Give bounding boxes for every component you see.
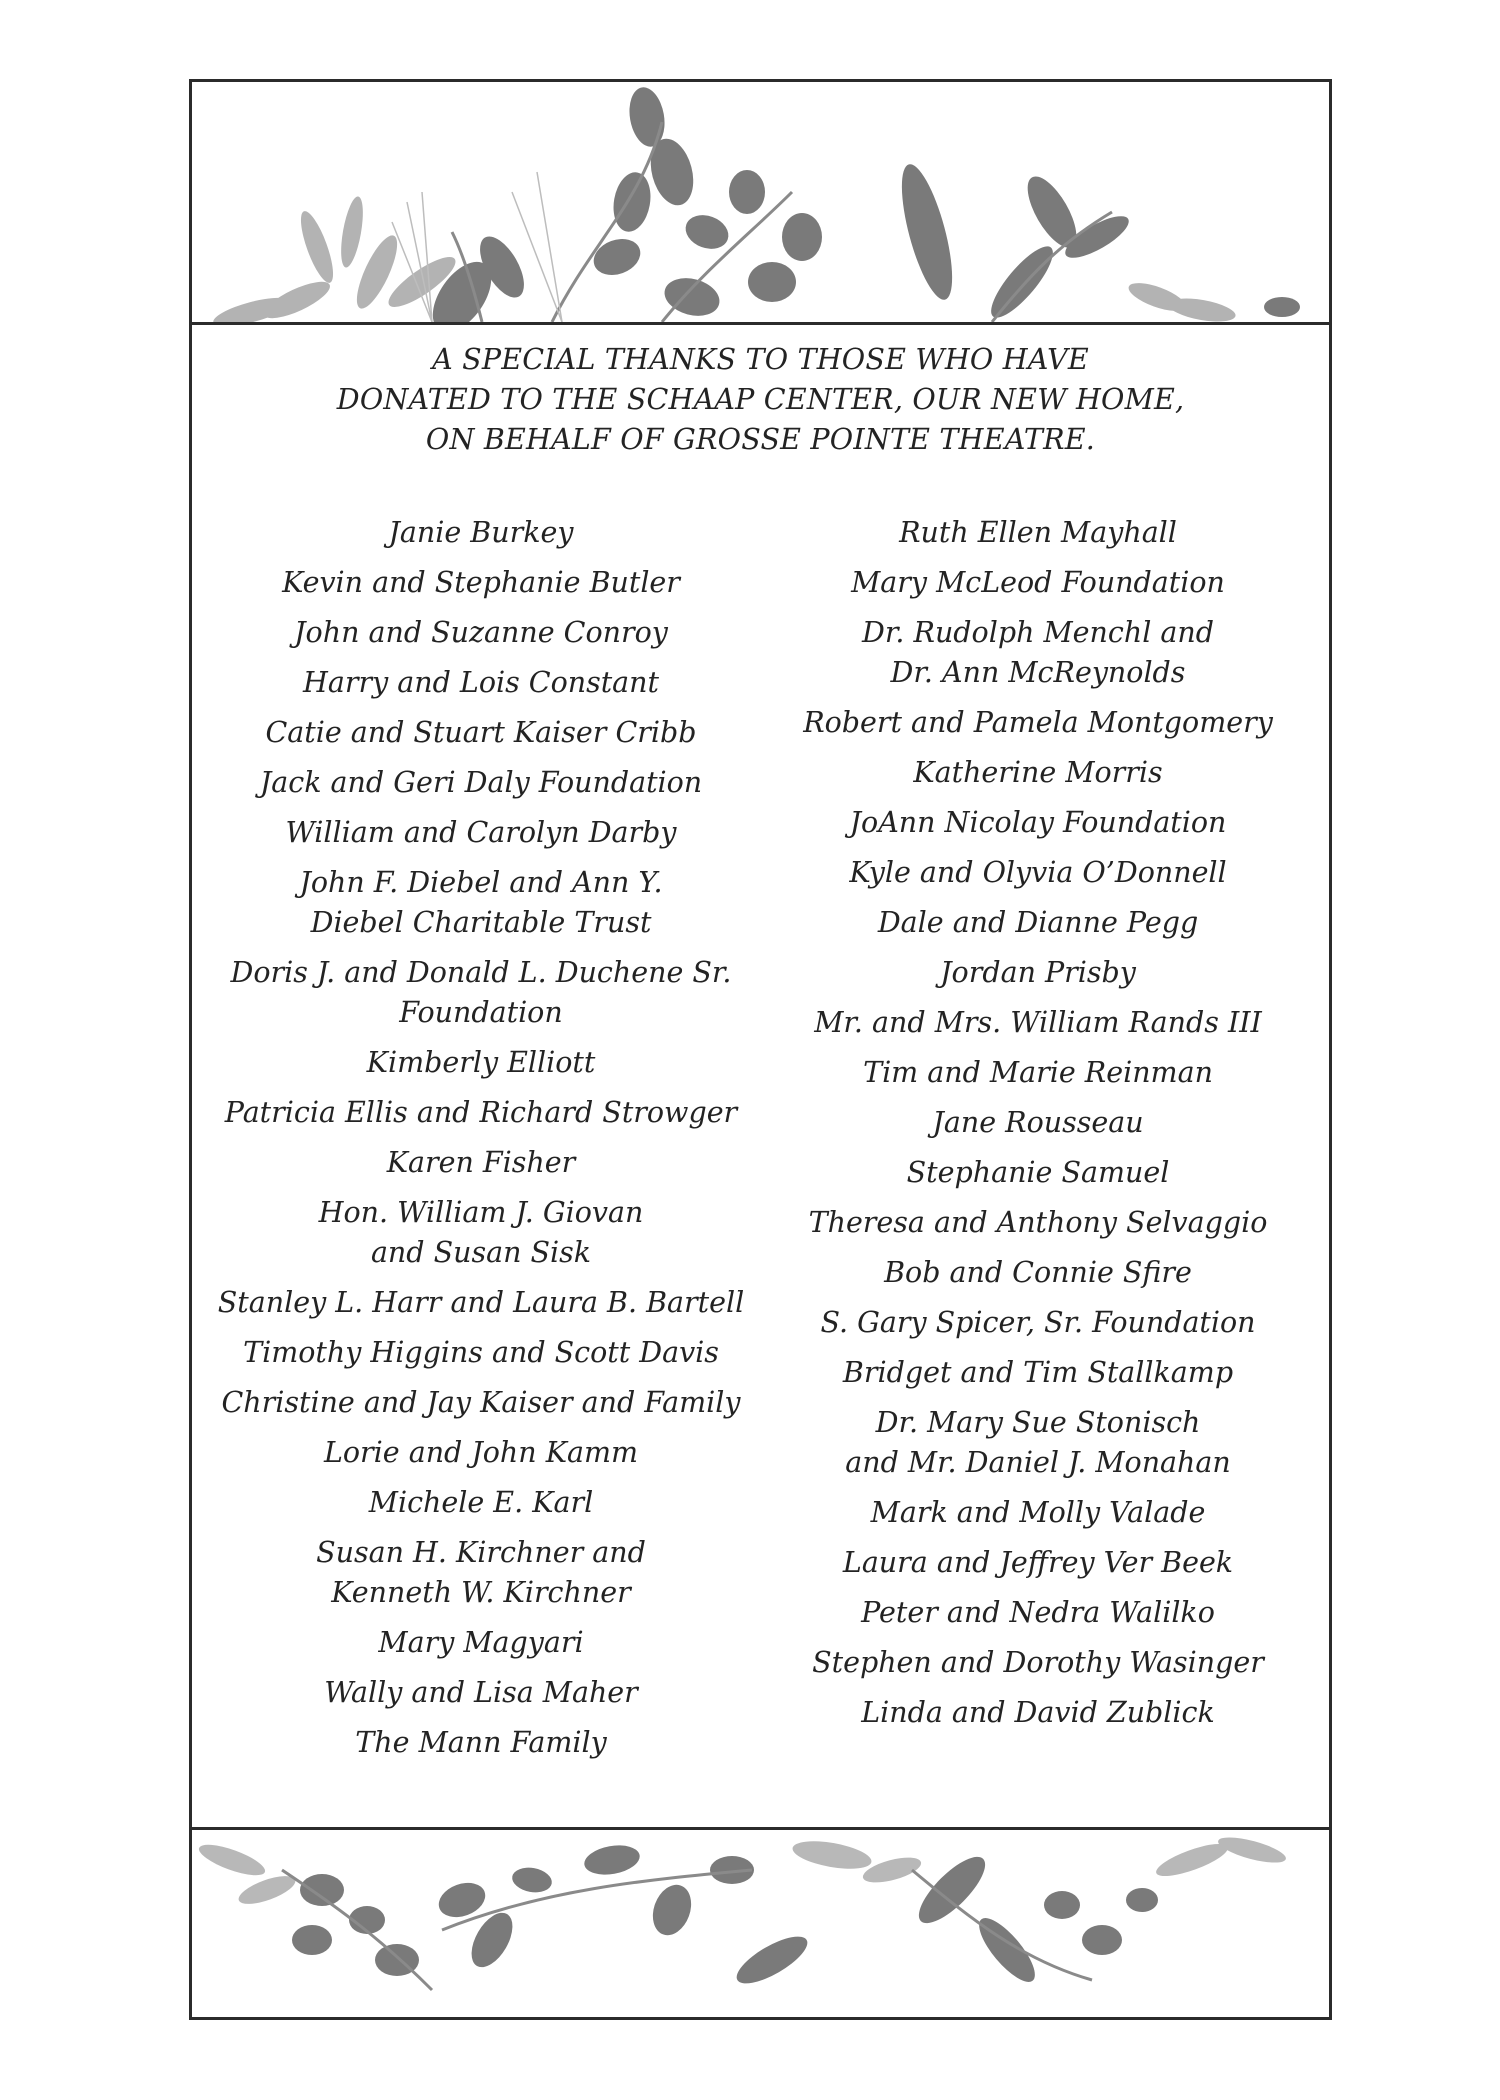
donor-entry — [211, 813, 751, 853]
donor-entry — [768, 563, 1308, 603]
donor-entry — [211, 563, 751, 603]
donor-name-line: Kyle and Olyvia O’Donnell — [849, 856, 1227, 889]
donor-name-line: Robert and Pamela Montgomery — [803, 706, 1273, 739]
donor-name-line: Katherine Morris — [913, 756, 1163, 789]
donor-name-line: Dr. Mary Sue Stonisch — [875, 1406, 1201, 1439]
donor-name-line: John and Suzanne Conroy — [294, 616, 668, 649]
donor-entry — [211, 1333, 751, 1373]
donor-name-line: Stephanie Samuel — [906, 1156, 1170, 1189]
donor-name-line: Tim and Marie Reinman — [863, 1056, 1213, 1089]
donor-name-line: Lorie and John Kamm — [323, 1436, 639, 1469]
donor-entry — [211, 1483, 751, 1523]
donor-entry — [768, 1593, 1308, 1633]
donor-entry — [211, 863, 751, 943]
donor-entry — [768, 1693, 1308, 1733]
donor-name-line: Mary McLeod Foundation — [851, 566, 1225, 599]
donor-name-line: Linda and David Zublick — [861, 1696, 1215, 1729]
donor-name-line: Kimberly Elliott — [366, 1046, 596, 1079]
donor-name-line: Diebel Charitable Trust — [310, 906, 652, 939]
donor-entry — [211, 763, 751, 803]
donor-entry — [768, 853, 1308, 893]
donor-list-right — [768, 513, 1308, 1743]
donor-entry — [211, 1383, 751, 1423]
donor-name-line: John F. Diebel and Ann Y. — [299, 866, 663, 899]
donor-name-line: Kenneth W. Kirchner — [331, 1576, 631, 1609]
donor-entry — [768, 953, 1308, 993]
donor-name-line: and Susan Sisk — [370, 1236, 592, 1269]
donor-entry — [211, 1043, 751, 1083]
donor-name-line: Bob and Connie Sfire — [884, 1256, 1192, 1289]
donor-name-line: Patricia Ellis and Richard Strowger — [224, 1096, 738, 1129]
donor-entry — [768, 1303, 1308, 1343]
donor-entry — [211, 663, 751, 703]
heading-line: DONATED TO THE SCHAAP CENTER, OUR NEW HOME, — [336, 383, 1185, 416]
donor-list-left — [211, 513, 751, 1773]
donor-name-line: Dr. Ann McReynolds — [890, 656, 1186, 689]
donor-entry — [211, 713, 751, 753]
donor-name-line: Laura and Jeffrey Ver Beek — [842, 1546, 1234, 1579]
donor-name-line: Janie Burkey — [388, 516, 574, 549]
donor-name-line: Stanley L. Harr and Laura B. Bartell — [217, 1286, 745, 1319]
top-leaf-illustration — [192, 82, 1329, 322]
donor-entry — [211, 1623, 751, 1663]
donor-name-line: Catie and Stuart Kaiser Cribb — [265, 716, 697, 749]
donor-entry — [211, 1143, 751, 1183]
donor-entry — [768, 1353, 1308, 1393]
donor-entry — [211, 1533, 751, 1613]
donor-entry — [768, 703, 1308, 743]
donor-name-line: Jack and Geri Daly Foundation — [259, 766, 703, 799]
donor-name-line: Foundation — [399, 996, 563, 1029]
donor-name-line: and Mr. Daniel J. Monahan — [845, 1446, 1231, 1479]
donor-entry — [768, 1153, 1308, 1193]
donor-entry — [768, 1543, 1308, 1583]
donor-name-line: Mark and Molly Valade — [870, 1496, 1206, 1529]
donor-entry — [211, 1723, 751, 1763]
donor-entry — [768, 1003, 1308, 1043]
bottom-leaf-illustration — [192, 1830, 1329, 2017]
heading-line: A SPECIAL THANKS TO THOSE WHO HAVE — [432, 343, 1089, 376]
donor-entry — [211, 1673, 751, 1713]
donor-name-line: Doris J. and Donald L. Duchene Sr. — [230, 956, 732, 989]
donor-name-line: Dr. Rudolph Menchl and — [862, 616, 1214, 649]
donor-name-line: The Mann Family — [355, 1726, 607, 1759]
donor-name-line: William and Carolyn Darby — [285, 816, 677, 849]
donor-entry — [768, 1203, 1308, 1243]
donor-entry — [768, 513, 1308, 553]
top-divider — [189, 322, 1332, 325]
donor-name-line: Stephen and Dorothy Wasinger — [812, 1646, 1264, 1679]
donor-entry — [768, 1643, 1308, 1683]
donor-name-line: Harry and Lois Constant — [303, 666, 659, 699]
donor-entry — [211, 1283, 751, 1323]
donor-entry — [768, 753, 1308, 793]
donor-entry — [768, 803, 1308, 843]
donor-entry — [211, 613, 751, 653]
donor-entry — [768, 903, 1308, 943]
donor-entry — [211, 1093, 751, 1133]
heading-line: ON BEHALF OF GROSSE POINTE THEATRE. — [425, 423, 1096, 456]
donor-entry — [211, 1433, 751, 1473]
donor-entry — [768, 1403, 1308, 1483]
donor-name-line: Jordan Prisby — [940, 956, 1136, 989]
donor-name-line: Karen Fisher — [386, 1146, 576, 1179]
donor-name-line: Michele E. Karl — [368, 1486, 594, 1519]
donor-name-line: Mr. and Mrs. William Rands III — [814, 1006, 1262, 1039]
donor-entry — [211, 1193, 751, 1273]
page-heading — [192, 340, 1329, 460]
donor-name-line: Wally and Lisa Maher — [324, 1676, 638, 1709]
donor-name-line: Susan H. Kirchner and — [316, 1536, 646, 1569]
donor-name-line: S. Gary Spicer, Sr. Foundation — [820, 1306, 1256, 1339]
donor-name-line: Theresa and Anthony Selvaggio — [808, 1206, 1268, 1239]
donor-entry — [768, 1493, 1308, 1533]
donor-name-line: Timothy Higgins and Scott Davis — [243, 1336, 719, 1369]
donor-name-line: Ruth Ellen Mayhall — [899, 516, 1177, 549]
donor-name-line: Kevin and Stephanie Butler — [282, 566, 680, 599]
donor-entry — [768, 613, 1308, 693]
donor-name-line: JoAnn Nicolay Foundation — [849, 806, 1227, 839]
donor-entry — [211, 513, 751, 553]
donor-name-line: Jane Rousseau — [932, 1106, 1144, 1139]
donor-name-line: Peter and Nedra Walilko — [861, 1596, 1215, 1629]
donor-name-line: Christine and Jay Kaiser and Family — [221, 1386, 741, 1419]
donor-name-line: Mary Magyari — [378, 1626, 584, 1659]
donor-name-line: Hon. William J. Giovan — [318, 1196, 644, 1229]
donor-entry — [768, 1253, 1308, 1293]
donor-name-line: Bridget and Tim Stallkamp — [842, 1356, 1234, 1389]
donor-entry — [211, 953, 751, 1033]
donor-entry — [768, 1103, 1308, 1143]
donor-name-line: Dale and Dianne Pegg — [877, 906, 1199, 939]
donor-entry — [768, 1053, 1308, 1093]
